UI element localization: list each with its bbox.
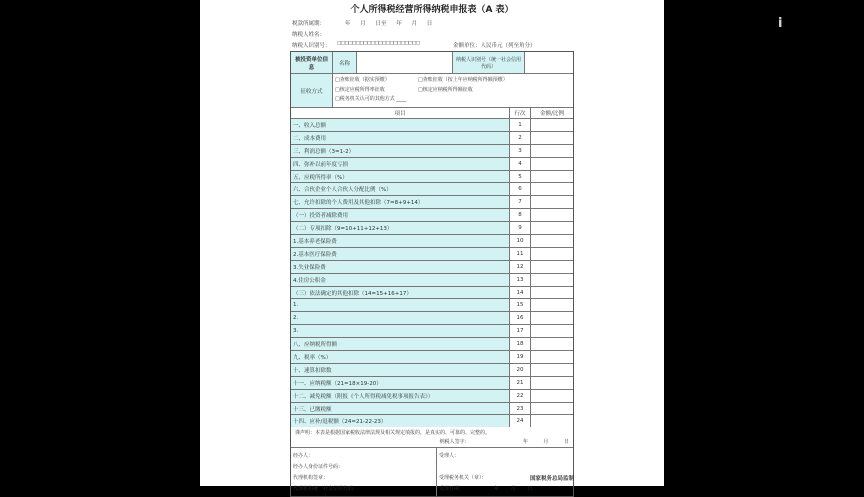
col-amount-header: 金额/比例	[540, 111, 564, 117]
table-header	[291, 108, 573, 119]
item-line-number: 16	[510, 312, 531, 324]
signature-line	[295, 438, 569, 445]
item-amount-field[interactable]	[531, 145, 573, 157]
amount-unit: 金额单位：人民币元（列至角分）	[453, 43, 536, 49]
table-row	[291, 325, 573, 338]
item-line-number: 12	[510, 261, 531, 273]
item-line-number: 20	[510, 364, 531, 376]
item-amount-field[interactable]	[531, 415, 573, 427]
item-amount-field[interactable]	[531, 390, 573, 402]
item-label: 四、弥补以前年度亏损	[291, 158, 510, 170]
collection-options	[333, 74, 573, 107]
collection-label: 征收方式	[291, 74, 333, 107]
footer-text: 国家税务总局监制	[530, 476, 575, 482]
collection-row	[291, 74, 573, 108]
signature-label: 纳税人签字：	[439, 439, 470, 446]
item-label: 一、收入总额	[291, 119, 510, 131]
receiver-label[interactable]: 受理人：	[439, 453, 460, 460]
item-amount-field[interactable]	[531, 183, 573, 195]
taxpayer-name-label: 纳税人姓名：	[292, 32, 326, 38]
item-line-number: 23	[510, 403, 531, 415]
item-line-number: 15	[510, 299, 531, 311]
item-label: 二、成本费用	[291, 132, 510, 144]
collection-option-5[interactable]: □税务机关认可的其他方式 ____	[335, 96, 407, 102]
table-row	[291, 377, 573, 390]
investee-id-field[interactable]	[525, 52, 573, 73]
item-line-number: 24	[510, 415, 531, 427]
item-label: （二）专项扣除（9=10+11+12+13）	[291, 222, 510, 234]
tax-office-label[interactable]: 受理税务机关（章）：	[439, 475, 487, 482]
item-amount-field[interactable]	[531, 351, 573, 363]
item-label: （三）依法确定的其他扣除（14=15+16+17）	[291, 287, 510, 299]
items-body	[291, 119, 573, 427]
table-row	[291, 209, 573, 222]
item-label: 十三、已缴税额	[291, 403, 510, 415]
item-amount-field[interactable]	[531, 325, 573, 337]
handler-label[interactable]: 经办人：	[293, 453, 314, 460]
item-line-number: 21	[510, 377, 531, 389]
item-amount-field[interactable]	[531, 274, 573, 286]
table-row	[291, 119, 573, 132]
item-line-number: 17	[510, 325, 531, 337]
item-label: 3.失业保险费	[291, 261, 510, 273]
item-amount-field[interactable]	[531, 287, 573, 299]
item-amount-field[interactable]	[531, 235, 573, 247]
handler-block	[291, 448, 437, 496]
item-line-number: 2	[510, 132, 531, 144]
receive-date-value: 年 月 日	[494, 486, 533, 493]
item-label: 十四、应补/退税额（24=21-22-23）	[291, 415, 510, 427]
item-amount-field[interactable]	[531, 222, 573, 234]
taxpayer-id-boxes: □□□□□□□□□□□□□□□□□□□□□□	[337, 41, 420, 46]
table-row	[291, 351, 573, 364]
item-amount-field[interactable]	[531, 364, 573, 376]
form-title: 个人所得税经营所得纳税申报表（A 表）	[350, 5, 514, 15]
item-label: （一）投资者减除费用	[291, 209, 510, 221]
investee-row	[291, 52, 573, 74]
table-row	[291, 390, 573, 403]
item-amount-field[interactable]	[531, 261, 573, 273]
item-line-number: 14	[510, 287, 531, 299]
item-label: 3.	[291, 325, 510, 337]
item-label: 2.基本医疗保险费	[291, 248, 510, 260]
receive-date-label[interactable]: 受理日期：	[439, 486, 465, 493]
declaration-form	[290, 51, 574, 497]
table-row	[291, 299, 573, 312]
declaration-row	[291, 427, 573, 448]
table-row	[291, 171, 573, 184]
item-amount-field[interactable]	[531, 132, 573, 144]
item-amount-field[interactable]	[531, 248, 573, 260]
agent-seal-label[interactable]: 代理机构签章：	[293, 475, 329, 482]
col-item-header: 项目	[291, 108, 510, 118]
item-amount-field[interactable]	[531, 299, 573, 311]
item-amount-field[interactable]	[531, 171, 573, 183]
table-row	[291, 248, 573, 261]
table-row	[291, 261, 573, 274]
item-line-number: 3	[510, 145, 531, 157]
item-label: 九、税率（%）	[291, 351, 510, 363]
collection-option-4[interactable]: □核定应纳税所得额征收	[418, 86, 473, 93]
item-label: 十一、应纳税额（21=18×19-20）	[291, 377, 510, 389]
item-amount-field[interactable]	[531, 196, 573, 208]
item-amount-field[interactable]	[531, 312, 573, 324]
document-page	[200, 0, 664, 493]
table-row	[291, 132, 573, 145]
item-label: 三、利润总额（3=1-2）	[291, 145, 510, 157]
collection-option-2[interactable]: □查账征收（按上年应纳税所得额预缴）	[418, 77, 508, 83]
receiver-block	[437, 448, 573, 496]
table-row	[291, 196, 573, 209]
item-label: 4.住房公积金	[291, 274, 510, 286]
handler-row	[291, 448, 573, 496]
taxpayer-id-label: 纳税人识别号：	[292, 43, 331, 49]
name-label: 名称	[333, 52, 357, 73]
item-amount-field[interactable]	[531, 338, 573, 350]
investee-id-label: 纳税人识别号（统一社会信用代码）	[453, 52, 525, 73]
item-line-number: 7	[510, 196, 531, 208]
item-label: 五、应税所得率（%）	[291, 171, 510, 183]
item-amount-field[interactable]	[531, 209, 573, 221]
item-line-number: 6	[510, 183, 531, 195]
item-amount-field[interactable]	[531, 158, 573, 170]
investee-label: 被投资单位信息	[291, 52, 333, 73]
item-label: 1.	[291, 299, 510, 311]
item-label: 1.基本养老保险费	[291, 235, 510, 247]
item-label: 十二、减免税额（附报《个人所得税减免税事项报告表》）	[291, 390, 510, 402]
signature-date: 年 月 日	[522, 439, 569, 446]
item-line-number: 9	[510, 222, 531, 234]
item-line-number: 22	[510, 390, 531, 402]
table-row	[291, 312, 573, 325]
table-row	[291, 364, 573, 377]
item-amount-field[interactable]	[531, 377, 573, 389]
item-line-number: 10	[510, 235, 531, 247]
item-label: 八、应纳税所得额	[291, 338, 510, 350]
table-row	[291, 403, 573, 416]
period-value: 年 月 日至 年 月 日	[345, 21, 433, 27]
table-row	[291, 145, 573, 158]
table-row	[291, 183, 573, 196]
item-line-number: 13	[510, 274, 531, 286]
table-row	[291, 287, 573, 300]
period-label: 税款所属期：	[292, 21, 326, 27]
video-watermark: i	[778, 16, 783, 31]
item-line-number: 5	[510, 171, 531, 183]
table-row	[291, 415, 573, 427]
item-amount-field[interactable]	[531, 403, 573, 415]
item-line-number: 4	[510, 158, 531, 170]
table-row	[291, 222, 573, 235]
table-row	[291, 158, 573, 171]
declaration-text: 谨声明：本表是根据国家税收法律法规及相关规定填报的，是真实的、可靠的、完整的。	[295, 430, 491, 437]
investee-name-field[interactable]	[357, 52, 453, 73]
table-row	[291, 274, 573, 287]
item-line-number: 18	[510, 338, 531, 350]
table-row	[291, 235, 573, 248]
item-line-number: 8	[510, 209, 531, 221]
agent-credit-label[interactable]: 代理机构统一社会信用代码：	[293, 486, 359, 493]
collection-option-1[interactable]: □查账征收（据实预缴）	[335, 77, 390, 83]
item-amount-field[interactable]	[531, 119, 573, 131]
item-line-number: 11	[510, 248, 531, 260]
col-line-header: 行次	[510, 108, 531, 118]
collection-option-3[interactable]: □核定应税所得率征收	[335, 86, 385, 93]
item-line-number: 1	[510, 119, 531, 131]
item-label: 六、合伙企业个人合伙人分配比例（%）	[291, 183, 510, 195]
handler-id-label[interactable]: 经办人身份证件号码：	[293, 464, 344, 471]
item-label: 2.	[291, 312, 510, 324]
table-row	[291, 338, 573, 351]
item-line-number: 19	[510, 351, 531, 363]
item-label: 十、速算扣除数	[291, 364, 510, 376]
item-label: 七、允许扣除的个人费用及其他扣除（7=8+9+14）	[291, 196, 510, 208]
